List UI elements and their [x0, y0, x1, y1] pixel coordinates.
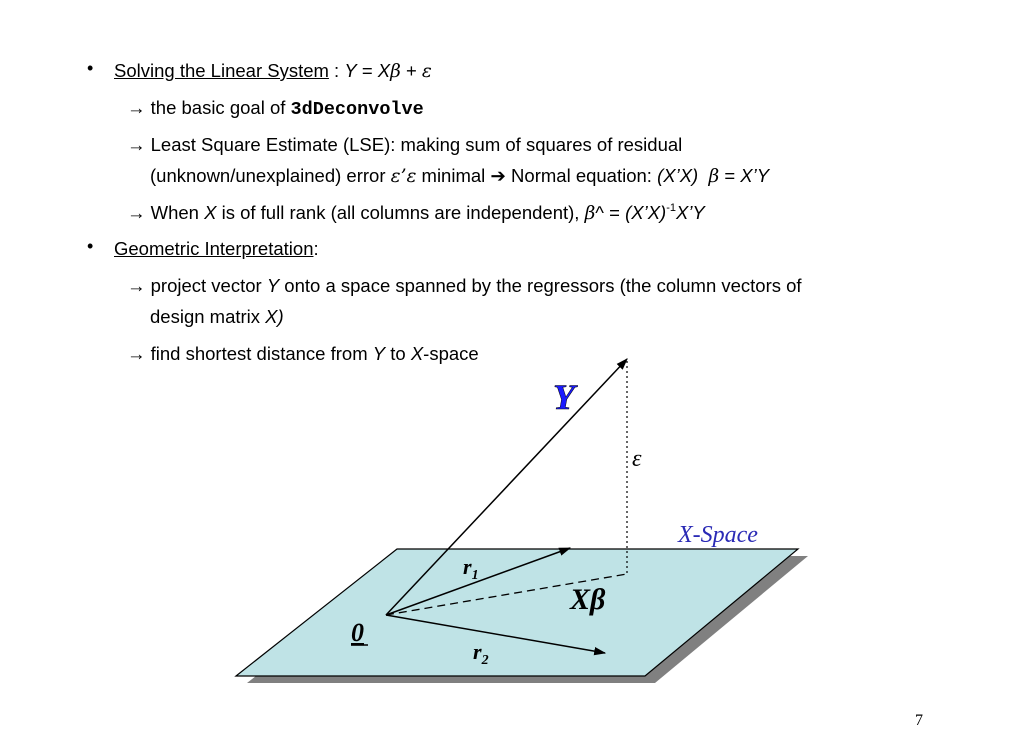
label-origin: 0	[351, 618, 364, 647]
bullet-2-line: Geometric Interpretation:	[114, 238, 319, 259]
label-epsilon: ε	[632, 446, 642, 472]
label-y: Y	[553, 377, 575, 417]
bullet-1-line: Solving the Linear System : Y = Xβ + ε	[114, 60, 432, 82]
label-xbeta: Xβ	[570, 583, 606, 616]
sub-item-project-line2: design matrix X)	[150, 306, 284, 327]
page-number: 7	[915, 712, 923, 729]
sub-item-basic-goal: → the basic goal of 3dDeconvolve	[127, 97, 424, 120]
arrow-icon: →	[127, 97, 146, 118]
label-x-space: X-Space	[678, 522, 758, 548]
arrow-icon: →	[127, 202, 146, 223]
sub-item-full-rank: → When X is of full rank (all columns are independent), β^ = (X’X)$^{-1}$X’Y	[127, 202, 705, 224]
program-name: 3dDeconvolve	[290, 99, 424, 120]
label-r1: $r_1$	[463, 554, 479, 583]
sub-item-shortest: → find shortest distance from Y to X-space	[127, 343, 479, 364]
implies-arrow-icon: ➔	[490, 165, 506, 186]
arrow-icon: →	[127, 134, 146, 155]
bullet-1-title: Solving the Linear System	[114, 60, 329, 81]
arrow-icon: →	[127, 343, 146, 364]
arrow-icon: →	[127, 275, 146, 296]
sub-item-lse-line1: → Least Square Estimate (LSE): making sum of squares of residual	[127, 134, 683, 155]
bullet-1-dot: •	[87, 58, 94, 78]
sub-item-project-line1: → project vector Y onto a space spanned by the regressors (the column vectors of	[127, 275, 802, 296]
bullet-2-title: Geometric Interpretation	[114, 238, 314, 259]
bullet-2-dot: •	[87, 236, 94, 256]
label-r2: $r_2$	[473, 639, 489, 668]
sub-item-lse-line2: (unknown/unexplained) error ε’ε minimal ➔ Normal equation: (X’X) β = X’Y	[150, 165, 770, 187]
